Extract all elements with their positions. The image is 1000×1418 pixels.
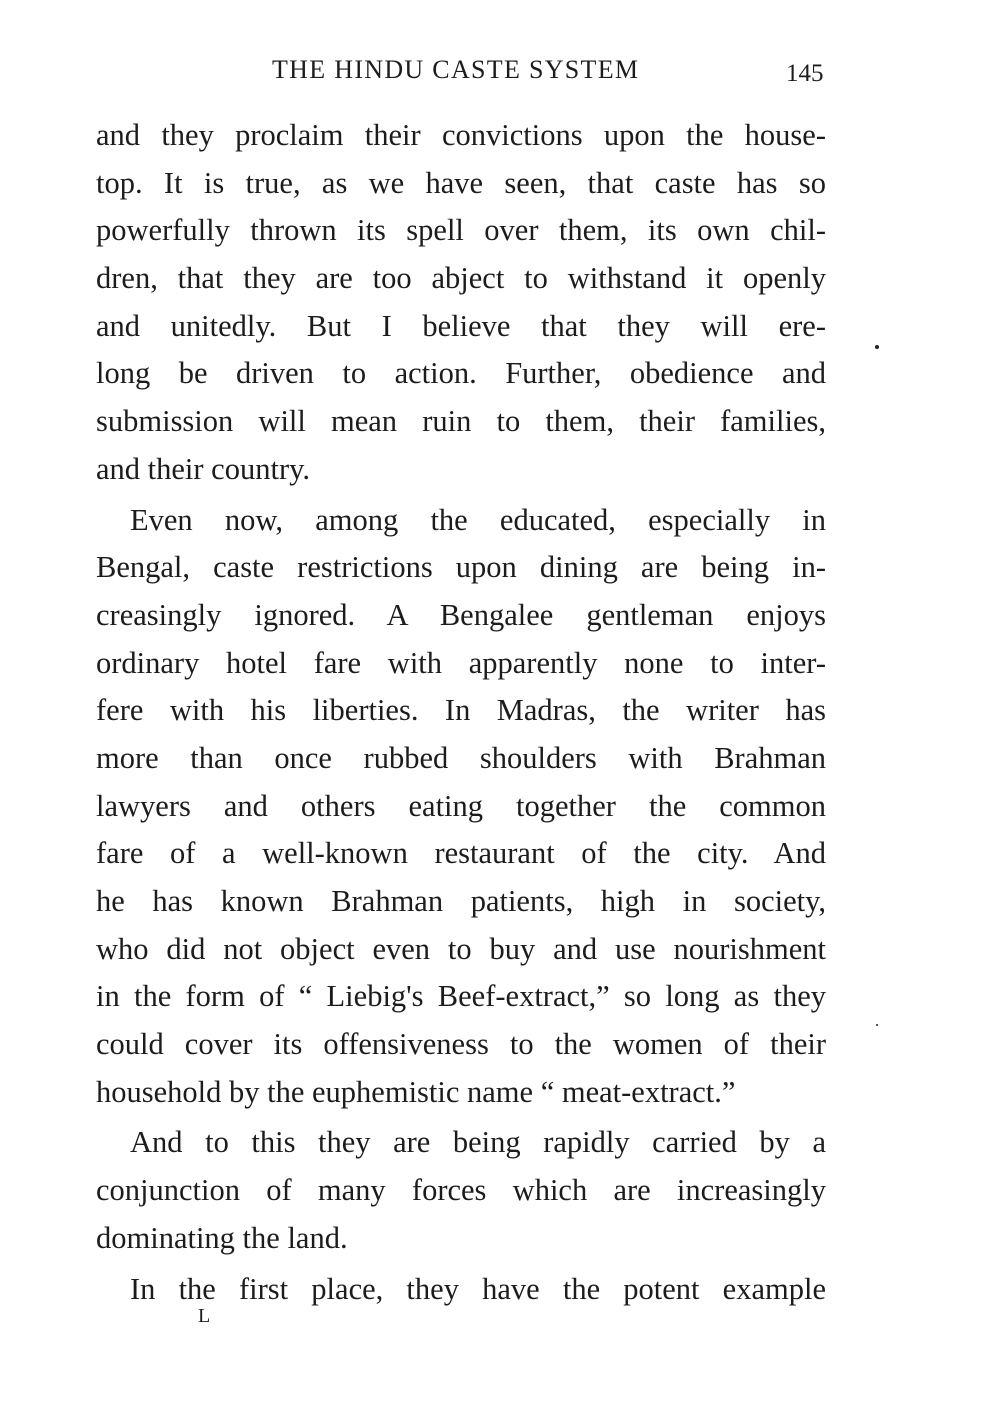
- text-line: long be driven to action. Further, obedience and: [96, 356, 826, 391]
- text-line: creasingly ignored. A Bengalee gentleman enjoys: [96, 597, 826, 632]
- text-line: dren, that they are too abject to withstand it openly: [96, 261, 826, 296]
- text-line: conjunction of many forces which are increasingly: [96, 1173, 826, 1208]
- text-line: dominating the land.: [96, 1220, 348, 1255]
- text-line: submission will mean ruin to them, their families,: [96, 404, 826, 439]
- text-line: Even now, among the educated, especially in: [130, 502, 826, 537]
- text-line: fare of a well-known restaurant of the city. And: [96, 836, 826, 871]
- text-line: he has known Brahman patients, high in society,: [96, 884, 826, 918]
- paragraph-even-now: [96, 497, 826, 1117]
- ink-speck: [876, 1024, 878, 1026]
- running-header: [0, 54, 1000, 86]
- text-line: powerfully thrown its spell over them, its own chil-: [96, 213, 826, 248]
- paragraph-and-to-this: [96, 1119, 826, 1262]
- text-line: fere with his liberties. In Madras, the writer has: [96, 693, 826, 728]
- text-line: could cover its offensiveness to the women of their: [96, 1027, 826, 1062]
- text-line: and their country.: [96, 451, 310, 486]
- text-line: household by the euphemistic name “ meat-extract.”: [96, 1074, 736, 1109]
- text-line: and they proclaim their convictions upon the house-: [96, 118, 826, 152]
- running-title: THE HINDU CASTE SYSTEM: [272, 55, 640, 84]
- text-line: and unitedly. But I believe that they will ere-: [96, 308, 826, 343]
- text-line: top. It is true, as we have seen, that caste has so: [96, 165, 826, 200]
- text-line: lawyers and others eating together the common: [96, 788, 826, 823]
- text-line: And to this they are being rapidly carried by a: [130, 1125, 826, 1160]
- text-line: who did not object even to buy and use nourishment: [96, 931, 826, 966]
- text-line: more than once rubbed shoulders with Brahman: [96, 740, 826, 775]
- text-line: Bengal, caste restrictions upon dining are being in-: [96, 550, 826, 585]
- ink-speck: [875, 345, 879, 349]
- text-line: ordinary hotel fare with apparently none to inter-: [96, 645, 826, 680]
- paragraph-continuation: [96, 112, 826, 494]
- page-number: 145: [786, 60, 824, 87]
- signature-mark: L: [198, 1305, 211, 1327]
- text-line: In the first place, they have the potent example: [130, 1271, 826, 1306]
- text-line: in the form of “ Liebig's Beef-extract,” so long as they: [96, 979, 826, 1014]
- body-text: [96, 112, 826, 1316]
